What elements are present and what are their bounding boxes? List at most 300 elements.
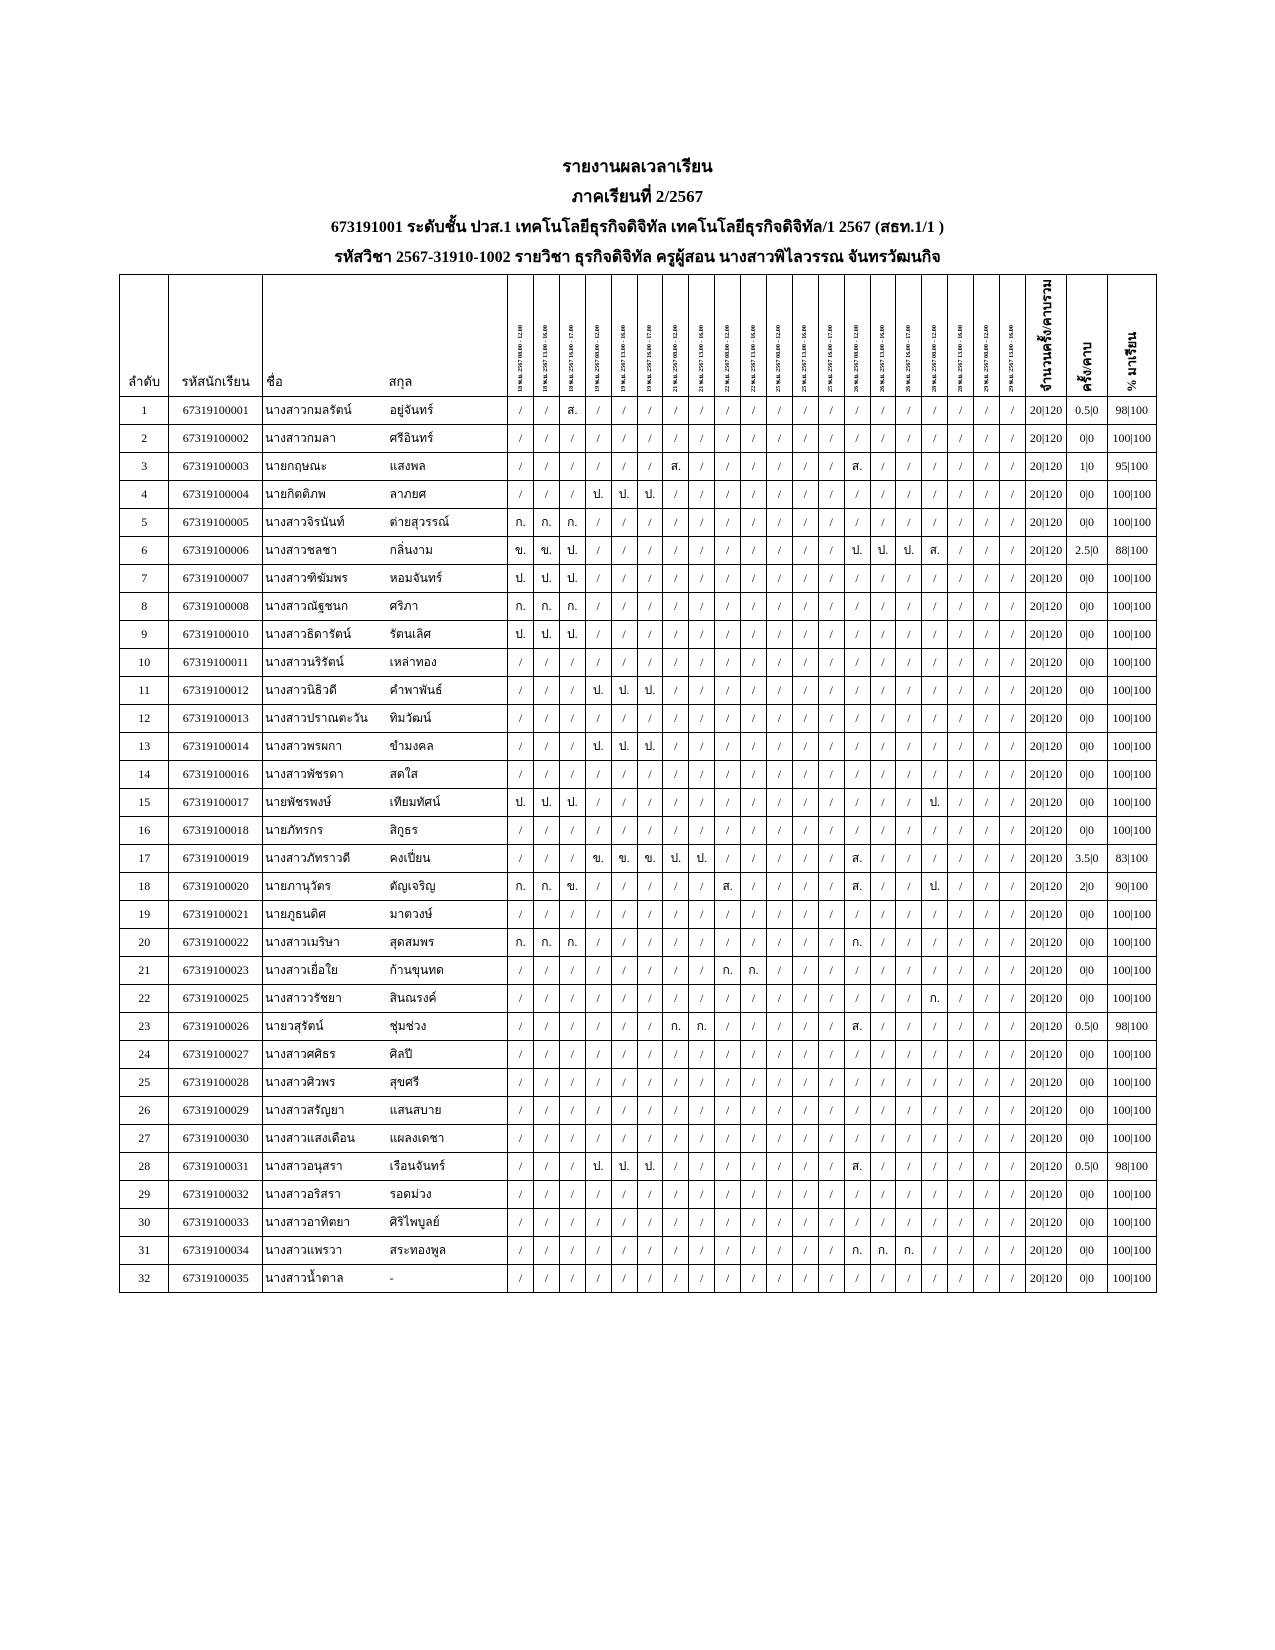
attendance-percent: 88|100 [1107, 537, 1156, 565]
attendance-mark: / [689, 481, 715, 509]
attendance-mark: / [922, 733, 948, 761]
session-label: 18 พ.ย. 2567 13.00 - 16.00 [542, 325, 550, 392]
attendance-mark: / [611, 929, 637, 957]
session-label: 26 พ.ย. 2567 13.00 - 16.00 [878, 325, 886, 392]
student-name: นางสาวนริรัตน์ [263, 649, 386, 677]
attendance-mark: / [741, 761, 767, 789]
attendance-mark: / [663, 1265, 689, 1293]
attendance-mark: / [948, 509, 974, 537]
attendance-mark: / [948, 733, 974, 761]
attendance-mark: / [559, 453, 585, 481]
session-label: 21 พ.ย. 2567 08.00 - 12.00 [671, 325, 679, 392]
attendance-mark: / [948, 1013, 974, 1041]
attendance-mark: ก. [559, 509, 585, 537]
attendance-mark: / [559, 1265, 585, 1293]
attendance-mark: / [741, 789, 767, 817]
attendance-mark: / [818, 845, 844, 873]
attendance-mark: / [533, 1013, 559, 1041]
student-surname: ชุ่มช่วง [386, 1013, 508, 1041]
attendance-mark: / [844, 509, 870, 537]
attendance-mark: / [508, 1041, 534, 1069]
attendance-mark: / [508, 901, 534, 929]
attendance-mark: ป. [844, 537, 870, 565]
student-name: นางสาวเยื่อใย [263, 957, 386, 985]
absent-count: 0|0 [1067, 621, 1107, 649]
attendance-mark: / [766, 593, 792, 621]
attendance-mark: / [999, 789, 1025, 817]
attendance-mark: / [689, 509, 715, 537]
attendance-percent: 100|100 [1107, 1209, 1156, 1237]
attendance-mark: / [611, 789, 637, 817]
attendance-mark: / [689, 593, 715, 621]
attendance-mark: / [533, 481, 559, 509]
attendance-mark: / [689, 789, 715, 817]
attendance-mark: / [585, 1097, 611, 1125]
attendance-mark: / [948, 901, 974, 929]
attendance-mark: / [585, 649, 611, 677]
attendance-mark: / [741, 1041, 767, 1069]
attendance-mark: / [715, 929, 741, 957]
attendance-mark: / [508, 481, 534, 509]
row-number: 21 [120, 957, 169, 985]
attendance-mark: / [585, 761, 611, 789]
attendance-mark: / [974, 1237, 1000, 1265]
attendance-mark: / [585, 397, 611, 425]
header-session [663, 275, 689, 397]
attendance-mark: / [870, 1097, 896, 1125]
attendance-mark: / [611, 593, 637, 621]
absent-count: 0|0 [1067, 789, 1107, 817]
attendance-mark: / [741, 537, 767, 565]
attendance-mark: / [948, 1237, 974, 1265]
attendance-mark: / [974, 481, 1000, 509]
attendance-mark: / [715, 901, 741, 929]
attendance-mark: / [896, 901, 922, 929]
attendance-mark: / [818, 1265, 844, 1293]
attendance-mark: / [611, 1041, 637, 1069]
header-session [689, 275, 715, 397]
attendance-mark: / [611, 957, 637, 985]
session-label: 29 พ.ย. 2567 13.00 - 16.00 [1008, 325, 1016, 392]
attendance-mark: / [870, 1181, 896, 1209]
attendance-mark: / [870, 565, 896, 593]
attendance-percent: 100|100 [1107, 929, 1156, 957]
attendance-mark: / [715, 593, 741, 621]
attendance-mark: / [663, 1181, 689, 1209]
attendance-mark: / [508, 1013, 534, 1041]
attendance-mark: / [922, 929, 948, 957]
attendance-mark: / [689, 397, 715, 425]
attendance-mark: / [741, 1237, 767, 1265]
attendance-mark: / [715, 1041, 741, 1069]
attendance-mark: / [896, 565, 922, 593]
attendance-mark: / [611, 1097, 637, 1125]
attendance-mark: / [870, 1069, 896, 1097]
attendance-mark: / [559, 845, 585, 873]
table-row [120, 1125, 1157, 1153]
attendance-mark: / [974, 957, 1000, 985]
attendance-percent: 100|100 [1107, 481, 1156, 509]
attendance-mark: / [533, 649, 559, 677]
student-name: นายภูธนดิศ [263, 901, 386, 929]
student-name: นายภัทรกร [263, 817, 386, 845]
session-label: 22 พ.ย. 2567 08.00 - 12.00 [723, 325, 731, 392]
student-name: นายภานุวัตร [263, 873, 386, 901]
student-surname: ตัญเจริญ [386, 873, 508, 901]
header-percent-label: % มาเรียน [1124, 331, 1140, 392]
total-sessions: 20|120 [1025, 1153, 1066, 1181]
attendance-mark: / [974, 1041, 1000, 1069]
attendance-mark: ก. [896, 1237, 922, 1265]
attendance-mark: / [922, 1265, 948, 1293]
attendance-mark: / [585, 425, 611, 453]
header-name: ชื่อ [263, 275, 386, 397]
absent-count: 0|0 [1067, 1237, 1107, 1265]
attendance-mark: ป. [922, 789, 948, 817]
attendance-mark: / [766, 733, 792, 761]
attendance-mark: ป. [508, 621, 534, 649]
total-sessions: 20|120 [1025, 453, 1066, 481]
attendance-mark: ส. [844, 1153, 870, 1181]
attendance-mark: / [611, 1237, 637, 1265]
session-label: 29 พ.ย. 2567 08.00 - 12.00 [982, 325, 990, 392]
attendance-mark: ก. [533, 929, 559, 957]
attendance-mark: / [611, 425, 637, 453]
absent-count: 0|0 [1067, 733, 1107, 761]
attendance-mark: / [948, 845, 974, 873]
attendance-mark: ส. [844, 453, 870, 481]
student-name: นางสาวจิรนันท์ [263, 509, 386, 537]
attendance-mark: / [974, 1209, 1000, 1237]
absent-count: 0|0 [1067, 565, 1107, 593]
attendance-mark: / [663, 733, 689, 761]
attendance-mark: / [741, 593, 767, 621]
table-row [120, 1237, 1157, 1265]
total-sessions: 20|120 [1025, 1069, 1066, 1097]
attendance-mark: / [741, 1125, 767, 1153]
absent-count: 2.5|0 [1067, 537, 1107, 565]
attendance-mark: / [585, 901, 611, 929]
attendance-mark: / [870, 509, 896, 537]
attendance-percent: 100|100 [1107, 1125, 1156, 1153]
attendance-mark: / [508, 705, 534, 733]
attendance-mark: / [533, 397, 559, 425]
attendance-mark: ก. [663, 1013, 689, 1041]
total-sessions: 20|120 [1025, 481, 1066, 509]
attendance-mark: / [792, 789, 818, 817]
attendance-mark: / [533, 1125, 559, 1153]
attendance-percent: 100|100 [1107, 1041, 1156, 1069]
student-id: 67319100004 [169, 481, 263, 509]
attendance-percent: 100|100 [1107, 1097, 1156, 1125]
student-surname: คงเปี่ยน [386, 845, 508, 873]
attendance-mark: / [792, 1237, 818, 1265]
attendance-mark: / [611, 537, 637, 565]
attendance-mark: ก. [533, 873, 559, 901]
attendance-mark: ป. [585, 1153, 611, 1181]
table-row [120, 1265, 1157, 1293]
attendance-mark: / [663, 1209, 689, 1237]
attendance-mark: / [999, 1097, 1025, 1125]
attendance-mark: / [792, 565, 818, 593]
attendance-mark: / [559, 985, 585, 1013]
attendance-mark: / [896, 1265, 922, 1293]
attendance-mark: / [637, 1013, 663, 1041]
header-session [585, 275, 611, 397]
total-sessions: 20|120 [1025, 621, 1066, 649]
attendance-mark: / [663, 481, 689, 509]
attendance-mark: / [663, 789, 689, 817]
attendance-percent: 100|100 [1107, 593, 1156, 621]
attendance-mark: / [948, 957, 974, 985]
attendance-mark: / [508, 397, 534, 425]
total-sessions: 20|120 [1025, 565, 1066, 593]
row-number: 10 [120, 649, 169, 677]
attendance-mark: / [611, 565, 637, 593]
attendance-mark: / [792, 873, 818, 901]
attendance-mark: / [637, 1069, 663, 1097]
attendance-mark: / [974, 649, 1000, 677]
attendance-mark: / [585, 621, 611, 649]
total-sessions: 20|120 [1025, 817, 1066, 845]
attendance-mark: / [896, 1069, 922, 1097]
row-number: 31 [120, 1237, 169, 1265]
student-name: นางสาวณัฐชนก [263, 593, 386, 621]
student-surname: ศรีอินทร์ [386, 425, 508, 453]
attendance-mark: / [948, 817, 974, 845]
student-name: นางสาวอนุสรา [263, 1153, 386, 1181]
student-id: 67319100003 [169, 453, 263, 481]
attendance-mark: / [818, 705, 844, 733]
session-label: 19 พ.ย. 2567 13.00 - 16.00 [620, 325, 628, 392]
header-session [896, 275, 922, 397]
row-number: 9 [120, 621, 169, 649]
attendance-mark: / [533, 677, 559, 705]
attendance-mark: / [818, 425, 844, 453]
attendance-mark: / [766, 397, 792, 425]
row-number: 14 [120, 761, 169, 789]
attendance-mark: / [818, 761, 844, 789]
attendance-table [119, 274, 1157, 1293]
attendance-mark: ป. [508, 789, 534, 817]
attendance-mark: / [559, 957, 585, 985]
attendance-mark: / [999, 873, 1025, 901]
attendance-mark: / [870, 1013, 896, 1041]
header-student-id: รหัสนักเรียน [169, 275, 263, 397]
total-sessions: 20|120 [1025, 985, 1066, 1013]
student-name: นางสาวนิธิวดี [263, 677, 386, 705]
attendance-mark: / [974, 817, 1000, 845]
attendance-mark: / [792, 621, 818, 649]
attendance-mark: / [533, 845, 559, 873]
student-id: 67319100002 [169, 425, 263, 453]
attendance-mark: / [508, 1209, 534, 1237]
attendance-mark: / [715, 1097, 741, 1125]
attendance-mark: / [870, 481, 896, 509]
attendance-mark: / [741, 929, 767, 957]
attendance-mark: / [663, 1097, 689, 1125]
table-row [120, 481, 1157, 509]
attendance-mark: / [818, 677, 844, 705]
attendance-mark: / [948, 453, 974, 481]
total-sessions: 20|120 [1025, 677, 1066, 705]
total-sessions: 20|120 [1025, 1013, 1066, 1041]
attendance-mark: / [999, 1265, 1025, 1293]
row-number: 16 [120, 817, 169, 845]
attendance-mark: / [741, 1069, 767, 1097]
attendance-mark: / [559, 1153, 585, 1181]
session-label: 19 พ.ย. 2567 16.00 - 17.00 [645, 325, 653, 392]
attendance-mark: / [663, 957, 689, 985]
row-number: 19 [120, 901, 169, 929]
student-name: นายวสุรัตน์ [263, 1013, 386, 1041]
attendance-mark: / [508, 425, 534, 453]
row-number: 4 [120, 481, 169, 509]
attendance-mark: / [533, 1153, 559, 1181]
attendance-mark: / [533, 705, 559, 733]
attendance-mark: / [896, 621, 922, 649]
attendance-mark: ก. [844, 1237, 870, 1265]
attendance-mark: / [948, 621, 974, 649]
attendance-mark: / [689, 957, 715, 985]
attendance-mark: / [922, 901, 948, 929]
attendance-mark: / [715, 817, 741, 845]
attendance-mark: / [896, 509, 922, 537]
session-label: 25 พ.ย. 2567 08.00 - 12.00 [775, 325, 783, 392]
attendance-mark: / [948, 565, 974, 593]
attendance-mark: ก. [508, 873, 534, 901]
attendance-mark: / [741, 873, 767, 901]
attendance-mark: ส. [844, 845, 870, 873]
attendance-mark: / [741, 705, 767, 733]
attendance-mark: / [715, 1237, 741, 1265]
attendance-mark: / [559, 1181, 585, 1209]
attendance-mark: / [663, 817, 689, 845]
attendance-mark: / [870, 957, 896, 985]
attendance-mark: / [948, 677, 974, 705]
attendance-mark: ก. [922, 985, 948, 1013]
attendance-mark: / [611, 985, 637, 1013]
attendance-mark: ป. [637, 481, 663, 509]
absent-count: 0|0 [1067, 677, 1107, 705]
attendance-mark: / [637, 705, 663, 733]
attendance-mark: / [792, 985, 818, 1013]
student-id: 67319100021 [169, 901, 263, 929]
absent-count: 0|0 [1067, 1265, 1107, 1293]
attendance-mark: ส. [844, 1013, 870, 1041]
attendance-mark: / [715, 1181, 741, 1209]
session-label: 22 พ.ย. 2567 13.00 - 16.00 [749, 325, 757, 392]
absent-count: 0|0 [1067, 1209, 1107, 1237]
attendance-mark: / [792, 1181, 818, 1209]
student-name: นางสาวชลชา [263, 537, 386, 565]
attendance-mark: / [974, 509, 1000, 537]
attendance-mark: / [948, 649, 974, 677]
student-id: 67319100017 [169, 789, 263, 817]
attendance-percent: 83|100 [1107, 845, 1156, 873]
attendance-mark: / [559, 733, 585, 761]
session-label: 19 พ.ย. 2567 08.00 - 12.00 [594, 325, 602, 392]
attendance-mark: ข. [559, 873, 585, 901]
attendance-mark: ส. [663, 453, 689, 481]
absent-count: 3.5|0 [1067, 845, 1107, 873]
row-number: 11 [120, 677, 169, 705]
attendance-mark: ก. [559, 593, 585, 621]
attendance-mark: / [637, 509, 663, 537]
attendance-mark: / [689, 677, 715, 705]
attendance-mark: / [974, 1181, 1000, 1209]
attendance-mark: / [689, 817, 715, 845]
attendance-mark: ก. [533, 593, 559, 621]
attendance-mark: ป. [585, 677, 611, 705]
table-row [120, 649, 1157, 677]
attendance-mark: / [689, 537, 715, 565]
absent-count: 0|0 [1067, 1125, 1107, 1153]
absent-count: 0|0 [1067, 1041, 1107, 1069]
attendance-mark: / [663, 873, 689, 901]
attendance-mark: / [974, 593, 1000, 621]
attendance-mark: / [974, 537, 1000, 565]
attendance-mark: / [844, 565, 870, 593]
table-row [120, 817, 1157, 845]
absent-count: 0|0 [1067, 985, 1107, 1013]
total-sessions: 20|120 [1025, 901, 1066, 929]
attendance-mark: / [741, 453, 767, 481]
attendance-mark: / [844, 621, 870, 649]
attendance-mark: / [870, 397, 896, 425]
attendance-percent: 100|100 [1107, 985, 1156, 1013]
student-id: 67319100031 [169, 1153, 263, 1181]
attendance-mark: / [844, 705, 870, 733]
student-id: 67319100035 [169, 1265, 263, 1293]
attendance-mark: / [559, 1125, 585, 1153]
attendance-mark: / [870, 649, 896, 677]
attendance-percent: 100|100 [1107, 509, 1156, 537]
attendance-mark: / [818, 1209, 844, 1237]
attendance-mark: / [559, 1013, 585, 1041]
total-sessions: 20|120 [1025, 1097, 1066, 1125]
attendance-mark: / [922, 1097, 948, 1125]
session-label: 18 พ.ย. 2567 16.00 - 17.00 [568, 325, 576, 392]
student-surname: เหล่าทอง [386, 649, 508, 677]
attendance-mark: / [870, 1125, 896, 1153]
attendance-mark: / [844, 761, 870, 789]
attendance-mark: / [585, 985, 611, 1013]
attendance-mark: / [689, 1097, 715, 1125]
attendance-mark: / [948, 705, 974, 733]
attendance-mark: ก. [559, 929, 585, 957]
attendance-mark: / [766, 453, 792, 481]
attendance-mark: / [585, 1209, 611, 1237]
attendance-mark: / [999, 733, 1025, 761]
attendance-mark: / [689, 1125, 715, 1153]
attendance-mark: / [585, 789, 611, 817]
attendance-mark: / [533, 985, 559, 1013]
attendance-mark: / [818, 1237, 844, 1265]
attendance-mark: / [974, 733, 1000, 761]
student-id: 67319100020 [169, 873, 263, 901]
attendance-mark: / [792, 649, 818, 677]
header-session [844, 275, 870, 397]
attendance-percent: 100|100 [1107, 761, 1156, 789]
attendance-mark: / [870, 593, 896, 621]
attendance-mark: / [922, 621, 948, 649]
attendance-mark: / [766, 985, 792, 1013]
attendance-mark: / [870, 985, 896, 1013]
attendance-mark: / [922, 1069, 948, 1097]
session-label: 18 พ.ย. 2567 08.00 - 12.00 [516, 325, 524, 392]
student-id: 67319100025 [169, 985, 263, 1013]
